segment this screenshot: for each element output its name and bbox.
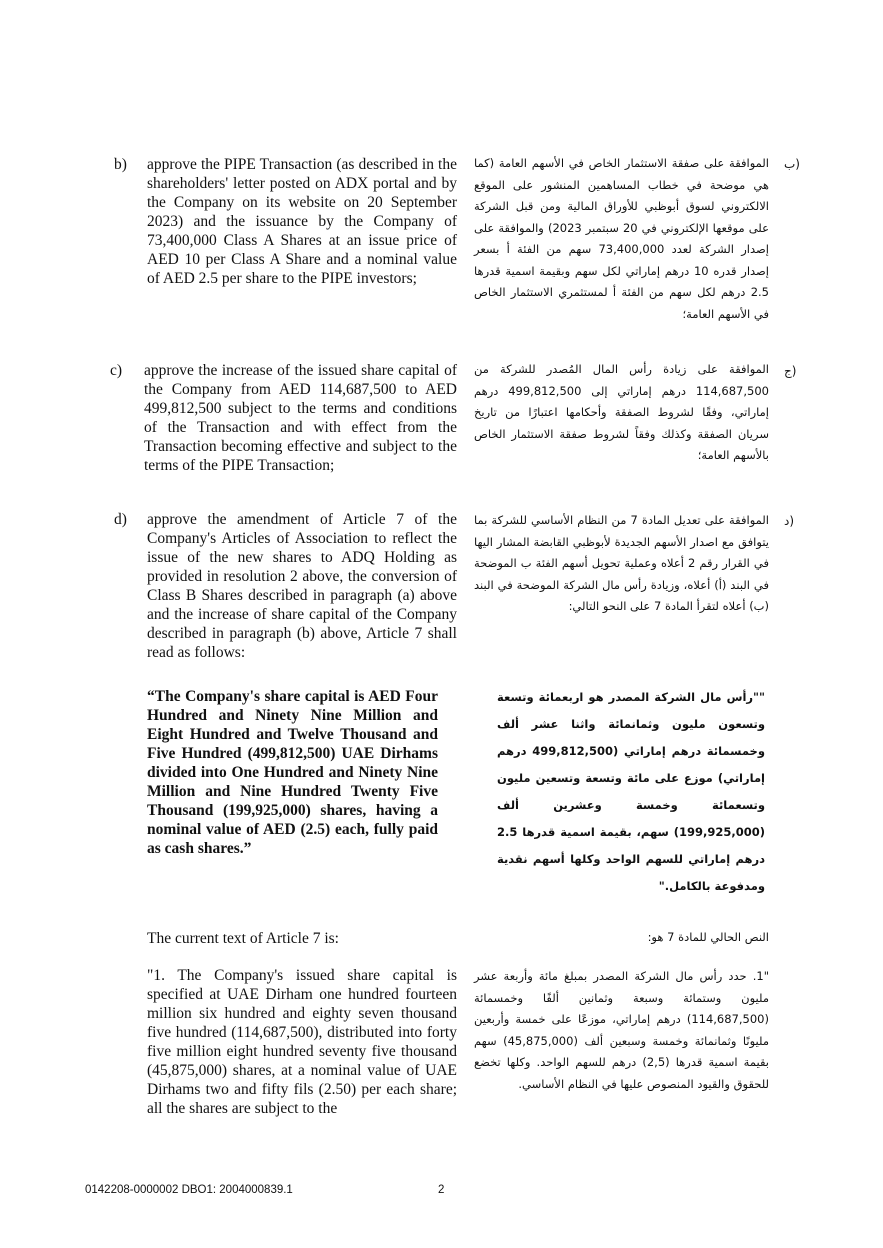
item-c-arabic-label: ج) <box>784 364 797 378</box>
article-7-quote: “The Company's share capital is AED Four Hundred and Ninety Nine Million and Eight Hundred and Twelve Thousand and Five Hundred (499,812,500) UAE Dirhams divided into One Hundred and Ninety Nine Million and Nine Hundred Twenty Five Thousand (199,925,000) shares, having a nominal value of AED (2.5) each, fully paid as cash shares.” <box>147 688 438 857</box>
article-7-quote-arabic: ""رأس مال الشركة المصدر هو اربعمائة وتسعة وتسعون مليون وثمانمائة واثنا عشر ألف وخمسمائة درهم إماراتي (499,812,500 درهم إماراتي) موزع على مائة وتسعة وتسعين مليون وتسعمائة وخمسة وعشرين ألف (199,925,000) سهم، بقيمة اسمية قدرها 2.5 درهم إماراتي للسهم الواحد وكلها أسهم نقدية ومدفوعة بالكامل." <box>497 690 765 893</box>
item-c-text: approve the increase of the issued share capital of the Company from AED 114,687,500 to AED 499,812,500 subject to the terms and conditions of the Transaction and with effect from the Transaction becoming effective and subject to the terms of the PIPE Transaction; <box>144 362 457 474</box>
item-d-label: d) <box>114 511 127 528</box>
item-d-arabic-label: د) <box>784 514 795 528</box>
current-text-heading: The current text of Article 7 is: <box>147 930 339 947</box>
current-article-7-text: "1. The Company's issued share capital is specified at UAE Dirham one hundred fourteen million six hundred and eighty seven thousand five hundred (114,687,500), distributed into forty five million eight hundred seventy five thousand (45,875,000) shares, at a nominal value of UAE Dirhams two and fifty fils (2.50) per each share; all the shares are subject to the <box>147 967 457 1117</box>
current-text-heading-arabic: النص الحالي للمادة 7 هو: <box>647 930 769 944</box>
item-b-arabic-text: الموافقة على صفقة الاستثمار الخاص في الأسهم العامة (كما هي موضحة في خطاب المساهمين المنشور على الموقع الالكتروني لسوق أبوظبي للأوراق المالية ومن قبل الشركة على موقعها الإلكتروني في 20 سبتمبر 2023) والموافقة على إصدار الشركة لعدد 73,400,000 سهم من الفئة أ بسعر إصدار قدره 10 درهم إماراتي لكل سهم وبقيمة اسمية قدرها 2.5 درهم لكل سهم من الفئة أ لمستثمري الاستثمار الخاص في الأسهم العامة؛ <box>474 156 770 321</box>
current-article-7-text-arabic: "1. حدد رأس مال الشركة المصدر بمبلغ مائة وأربعة عشر مليون وستمائة وسبعة وثمانين ألفًا وخمسمائة (114,687,500) درهم إماراتي، موزعًا على خمسة وأربعين مليونًا وثمانمائة وخمسة وسبعين ألف (45,875,000) سهم بقيمة اسمية قدرها (2,5) درهم للسهم الواحد. وكلها تخضع للحقوق والقيود المنصوص عليها في النظام الأساسي. <box>474 969 769 1091</box>
item-b-text: approve the PIPE Transaction (as described in the shareholders' letter posted on ADX portal and by the Company on its website on 20 September 2023) and the issuance by the Company of 73,400,000 Class A Shares at an issue price of AED 10 per Class A Share and a nominal value of AED 2.5 per share to the PIPE investors; <box>147 156 457 287</box>
item-b-label: b) <box>114 156 127 173</box>
item-b-arabic-label: ب) <box>784 157 800 171</box>
item-d-arabic-text: الموافقة على تعديل المادة 7 من النظام الأساسي للشركة بما يتوافق مع اصدار الأسهم الجديدة لأبوظبي القابضة المشار اليها في القرار رقم 2 أعلاه وعملية تحويل أسهم الفئة ب الموضحة في البند (أ) أعلاه، وزيادة رأس مال الشركة الموضحة في البند (ب) أعلاه لتقرأ المادة 7 على النحو التالي: <box>474 513 769 613</box>
item-c-arabic-text: الموافقة على زيادة رأس المال المُصدر للشركة من 114,687,500 درهم إماراتي إلى 499,812,500 درهم إماراتي، وفقًا لشروط الصفقة وأحكامها اعتبارًا من تاريخ سريان الصفقة وكذلك وفقاً لشروط صفقة الاستثمار الخاص بالأسهم العامة؛ <box>474 362 769 462</box>
item-d-text: approve the amendment of Article 7 of the Company's Articles of Association to reflect the issue of the new shares to ADQ Holding as provided in resolution 2 above, the conversion of Class B Shares described in paragraph (a) above and the increase of share capital of the Company described in paragraph (b) above, Article 7 shall read as follows: <box>147 511 457 661</box>
footer-doc-id: 0142208-0000002 DBO1: 2004000839.1 <box>85 1184 293 1196</box>
item-c-label: c) <box>110 362 123 379</box>
page-number: 2 <box>438 1184 445 1196</box>
